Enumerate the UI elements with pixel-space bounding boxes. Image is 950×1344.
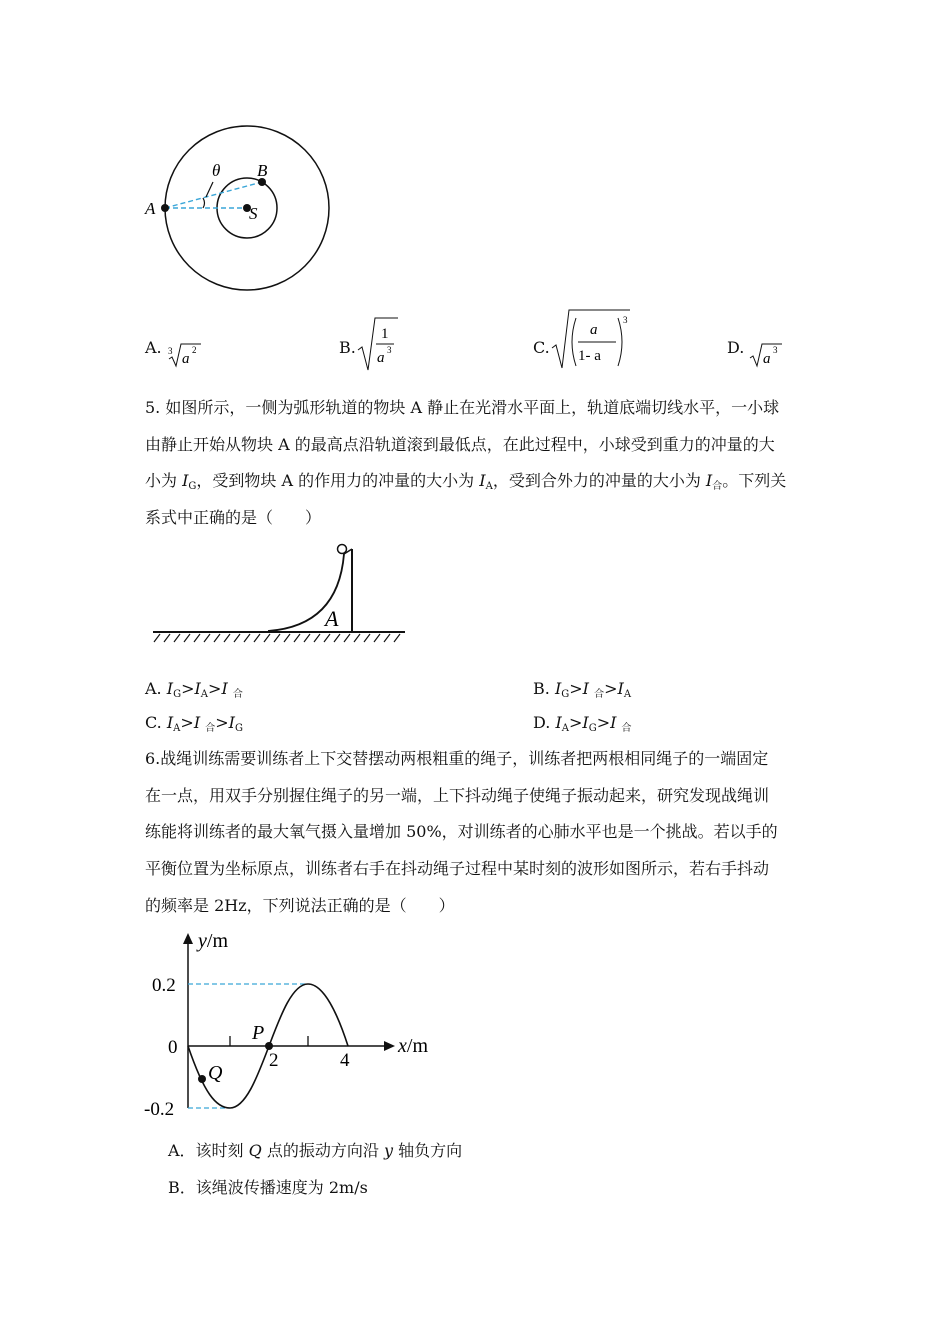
q4-option-a[interactable] xyxy=(145,338,162,358)
track-figure xyxy=(148,542,410,646)
q5-option-b[interactable]: B. $I_G>I$ $_合>I_A$ xyxy=(533,679,632,700)
point-A xyxy=(161,204,169,212)
svg-text:1: 1 xyxy=(381,326,389,342)
ball xyxy=(338,545,347,554)
q6-option-b[interactable]: B．该绳波传播速度为 2m/s xyxy=(168,1178,368,1197)
q5-option-a[interactable]: A. $I_G>I_A>I$ $_合$ xyxy=(145,679,243,700)
label-Q: Q xyxy=(208,1062,223,1084)
x-axis-label: x/m xyxy=(398,1035,429,1057)
svg-text:2: 2 xyxy=(192,345,197,355)
q5-option-c[interactable]: C. $I_A>I$ $_合>I_G$ xyxy=(145,713,243,734)
svg-text:3: 3 xyxy=(387,345,392,355)
label-B: B xyxy=(257,161,268,180)
svg-text:3: 3 xyxy=(168,346,173,356)
q4-option-b[interactable] xyxy=(339,338,356,358)
q4-option-b-formula xyxy=(356,316,400,372)
label-A: A xyxy=(145,199,156,218)
y-axis-label: y/m xyxy=(198,930,229,952)
svg-text:a: a xyxy=(763,351,771,367)
y-axis-arrow xyxy=(183,933,193,944)
point-P xyxy=(265,1042,273,1050)
x-tick-2: 2 xyxy=(269,1050,279,1071)
point-Q xyxy=(198,1075,206,1083)
orbit-figure xyxy=(140,120,340,300)
svg-text:1- a: 1- a xyxy=(578,348,601,364)
q4-option-a-formula xyxy=(165,338,205,368)
q4-option-d[interactable] xyxy=(727,338,744,358)
svg-text:a: a xyxy=(590,322,598,338)
q6-line-4: 平衡位置为坐标原点，训练者右手在抖动绳子过程中某时刻的波形如图所示，若右手抖动 xyxy=(145,859,770,878)
svg-text:3: 3 xyxy=(773,345,778,355)
y-tick-top: 0.2 xyxy=(152,975,176,996)
svg-text:3: 3 xyxy=(623,315,628,325)
q6-line-5: 的频率是 2Hz，下列说法正确的是（ ） xyxy=(145,896,455,915)
option-label: D. xyxy=(727,338,745,357)
q5-line-4: 系式中正确的是（ ） xyxy=(145,508,322,527)
ground-hatching xyxy=(154,634,400,642)
option-label: C. xyxy=(533,338,550,357)
svg-text:a: a xyxy=(182,351,190,367)
x-tick-4: 4 xyxy=(340,1050,350,1071)
q4-option-c[interactable] xyxy=(533,338,550,358)
q5-line-3: 小为 $I_G$，受到物块 A 的作用力的冲量的大小为 $I_A$，受到合外力的冲量的大小为 $I_合$。下列关 xyxy=(145,471,787,492)
y-tick-bottom: -0.2 xyxy=(144,1099,175,1120)
wave-graph xyxy=(140,925,440,1120)
q4-option-c-formula xyxy=(550,308,635,370)
block-label-A: A xyxy=(325,606,339,631)
q5-option-d[interactable]: D. $I_A>I_G>I$ $_合$ xyxy=(533,713,632,734)
svg-text:a: a xyxy=(377,350,385,366)
label-S: S xyxy=(249,204,258,223)
angle-arc xyxy=(203,198,205,208)
option-label: B. xyxy=(339,338,356,357)
q6-option-a[interactable]: A．该时刻 Q 点的振动方向沿 y 轴负方向 xyxy=(168,1141,463,1160)
y-tick-zero: 0 xyxy=(168,1037,178,1058)
q5-line-1: 5. 如图所示，一侧为弧形轨道的物块 A 静止在光滑水平面上，轨道底端切线水平，一小球 xyxy=(145,398,780,417)
q4-option-d-formula xyxy=(748,338,788,368)
q5-line-2: 由静止开始从物块 A 的最高点沿轨道滚到最低点，在此过程中，小球受到重力的冲量的大 xyxy=(145,435,775,454)
x-axis-arrow xyxy=(384,1041,395,1051)
label-P: P xyxy=(252,1022,265,1044)
q6-line-3: 练能将训练者的最大氧气摄入量增加 50%，对训练者的心肺水平也是一个挑战。若以手的 xyxy=(145,822,778,841)
q6-line-1: 6.战绳训练需要训练者上下交替摆动两根粗重的绳子，训练者把两根相同绳子的一端固定 xyxy=(145,749,769,768)
label-theta: θ xyxy=(212,161,221,180)
option-label: A. xyxy=(145,338,162,357)
q6-line-2: 在一点，用双手分别握住绳子的另一端，上下抖动绳子使绳子振动起来，研究发现战绳训 xyxy=(145,786,770,805)
